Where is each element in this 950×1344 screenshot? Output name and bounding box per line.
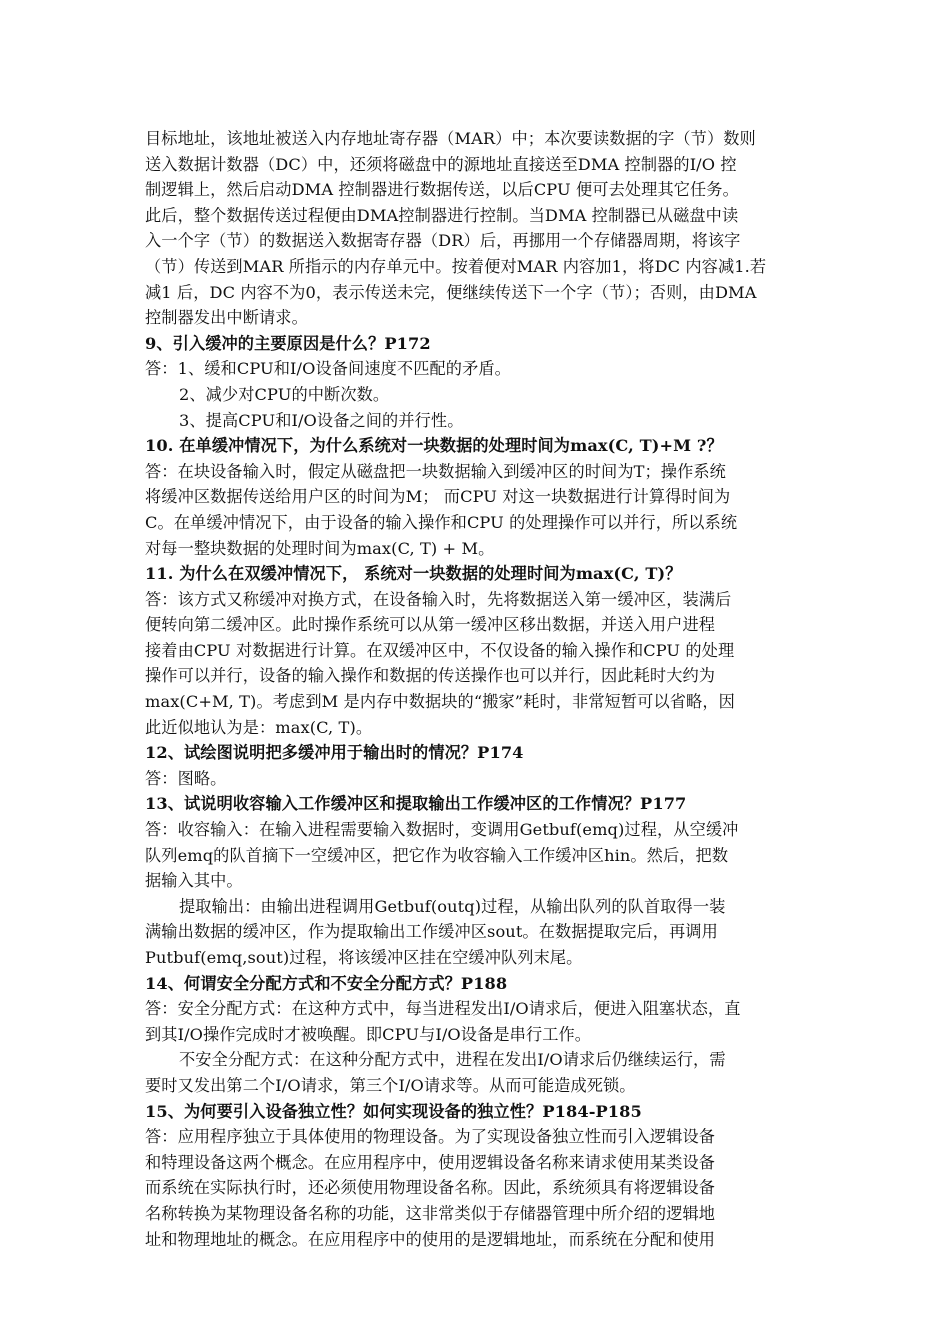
text-line: 答：该方式又称缓冲对换方式，在设备输入时，先将数据送入第一缓冲区，装满后	[145, 589, 732, 609]
text-line: 减1 后，DC 内容不为0，表示传送未完，便继续传送下一个字（节）；否则，由DMA	[145, 282, 757, 302]
question-heading: 9、引入缓冲的主要原因是什么？P172	[145, 333, 431, 353]
text-line: 不安全分配方式：在这种分配方式中，进程在发出I/O请求后仍继续运行，需	[179, 1050, 726, 1070]
text-line: max(C+M, T)。考虑到M 是内存中数据块的“搬家”耗时，非常短暂可以省略，因	[145, 692, 735, 712]
text-line: 答：安全分配方式：在这种方式中，每当进程发出I/O请求后，便进入阻塞状态，直	[145, 999, 741, 1019]
question-heading: 12、试绘图说明把多缓冲用于输出时的情况？P174	[145, 743, 524, 763]
text-line: 操作可以并行，设备的输入操作和数据的传送操作也可以并行，因此耗时大约为	[145, 666, 716, 686]
text-line: （节）传送到MAR 所指示的内存单元中。按着便对MAR 内容加1，将DC 内容减1.若	[145, 256, 767, 276]
text-line: 3、提高CPU和I/O设备之间的并行性。	[179, 410, 464, 430]
text-line: 答：图略。	[145, 768, 227, 788]
text-line: 答：应用程序独立于具体使用的物理设备。为了实现设备独立性而引入逻辑设备	[145, 1127, 716, 1147]
text-line: 接着由CPU 对数据进行计算。在双缓冲区中，不仅设备的输入操作和CPU 的处理	[145, 640, 735, 660]
text-line: 此近似地认为是：max(C, T)。	[145, 717, 373, 737]
text-line: 控制器发出中断请求。	[145, 308, 308, 328]
text-line: 送入数据计数器（DC）中，还须将磁盘中的源地址直接送至DMA 控制器的I/O 控	[145, 154, 737, 174]
text-line: 据输入其中。	[145, 871, 243, 891]
text-line: 址和物理地址的概念。在应用程序中的使用的是逻辑地址，而系统在分配和使用	[145, 1229, 716, 1249]
text-line: 2、减少对CPU的中断次数。	[179, 384, 390, 404]
text-line: 和特理设备这两个概念。在应用程序中，使用逻辑设备名称来请求使用某类设备	[145, 1152, 716, 1172]
question-heading: 14、何谓安全分配方式和不安全分配方式？P188	[145, 973, 508, 993]
question-heading: 10. 在单缓冲情况下，为什么系统对一块数据的处理时间为max(C, T)+M ?？	[145, 436, 723, 456]
text-line: 提取输出：由输出进程调用Getbuf(outq)过程，从输出队列的队首取得一装	[179, 896, 726, 916]
text-line: 名称转换为某物理设备名称的功能，这非常类似于存储器管理中所介绍的逻辑地	[145, 1203, 716, 1223]
text-line: C。在单缓冲情况下，由于设备的输入操作和CPU 的处理操作可以并行，所以系统	[145, 512, 738, 532]
text-line: 此后，整个数据传送过程便由DMA控制器进行控制。当DMA 控制器已从磁盘中读	[145, 205, 739, 225]
text-line: 而系统在实际执行时，还必须使用物理设备名称。因此，系统须具有将逻辑设备	[145, 1178, 716, 1198]
text-line: 对每一整块数据的处理时间为max(C, T) + M。	[145, 538, 495, 558]
text-line: 答：收容输入：在输入进程需要输入数据时，变调用Getbuf(emq)过程，从空缓冲	[145, 820, 739, 840]
question-heading: 13、试说明收容输入工作缓冲区和提取输出工作缓冲区的工作情况？P177	[145, 794, 687, 814]
document-page	[145, 126, 813, 1252]
text-line: 将缓冲区数据传送给用户区的时间为M； 而CPU 对这一块数据进行计算得时间为	[145, 487, 731, 507]
text-line: 便转向第二缓冲区。此时操作系统可以从第一缓冲区移出数据，并送入用户进程	[145, 615, 716, 635]
text-line: 入一个字（节）的数据送入数据寄存器（DR）后，再挪用一个存储器周期，将该字	[145, 231, 741, 251]
text-line: 队列emq的队首摘下一空缓冲区，把它作为收容输入工作缓冲区hin。然后，把数	[145, 845, 729, 865]
text-line: 目标地址，该地址被送入内存地址寄存器（MAR）中；本次要读数据的字（节）数则	[145, 129, 756, 148]
text-line: 到其I/O操作完成时才被唤醒。即CPU与I/O设备是串行工作。	[145, 1024, 592, 1044]
text-line: 答：1、缓和CPU和I/O设备间速度不匹配的矛盾。	[145, 359, 511, 379]
text-line: Putbuf(emq,sout)过程，将该缓冲区挂在空缓冲队列末尾。	[145, 948, 583, 967]
question-heading: 15、为何要引入设备独立性？如何实现设备的独立性？P184-P185	[145, 1101, 642, 1121]
text-line: 要时又发出第二个I/O请求，第三个I/O请求等。从而可能造成死锁。	[145, 1075, 636, 1095]
question-heading: 11. 为什么在双缓冲情况下， 系统对一块数据的处理时间为max(C, T)？	[145, 564, 682, 584]
text-line: 满输出数据的缓冲区，作为提取输出工作缓冲区sout。在数据提取完后，再调用	[145, 922, 718, 942]
text-line: 答：在块设备输入时，假定从磁盘把一块数据输入到缓冲区的时间为T；操作系统	[145, 461, 726, 481]
text-line: 制逻辑上，然后启动DMA 控制器进行数据传送，以后CPU 便可去处理其它任务。	[145, 180, 739, 200]
